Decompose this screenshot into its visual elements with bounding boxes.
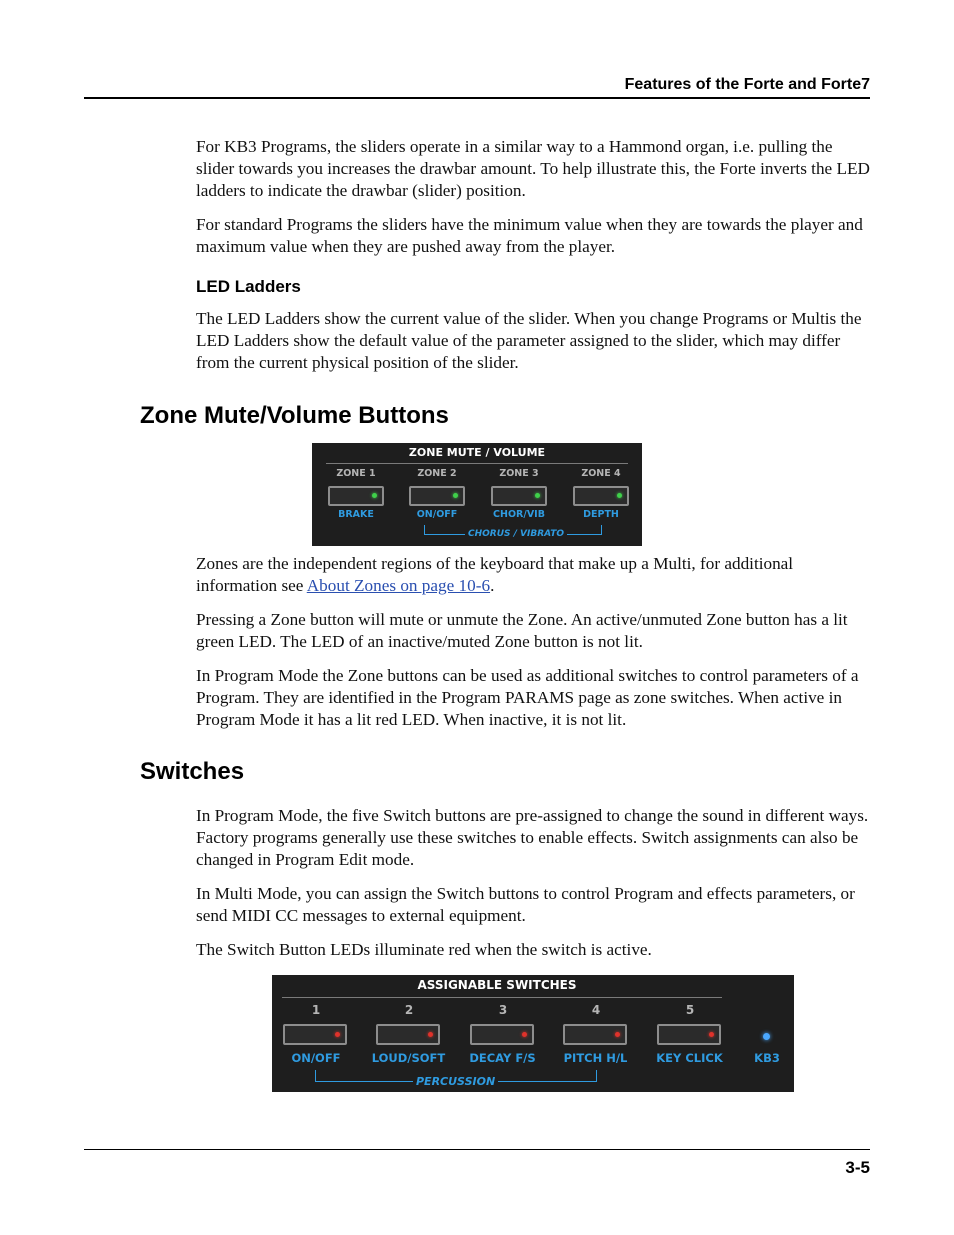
zone-4-function-label: DEPTH — [583, 509, 619, 520]
zones-paragraph-1 — [196, 553, 872, 597]
kb3-label: KB3 — [754, 1051, 780, 1065]
zones-paragraph-2: Pressing a Zone button will mute or unmute the Zone. An active/unmuted Zone button has a lit green LED. The LED of an inactive/muted Zone button is not lit. — [196, 610, 848, 651]
switch-3-number: 3 — [498, 1003, 508, 1017]
led-ladders-heading: LED Ladders — [196, 277, 301, 296]
zone-panel-divider — [326, 463, 628, 464]
switch-4-number: 4 — [591, 1003, 601, 1017]
zone-panel-title: ZONE MUTE / VOLUME — [408, 446, 546, 459]
intro-paragraph-2: For standard Programs the sliders have the minimum value when they are towards the player and maximum value when they are pushed away from the player. — [196, 215, 863, 256]
zone-2-led — [453, 493, 458, 498]
header-rule — [84, 97, 870, 99]
zone-3-label: ZONE 3 — [499, 468, 539, 479]
zone-mute-volume-panel — [312, 443, 642, 546]
switch-5-number: 5 — [685, 1003, 695, 1017]
switches-panel-divider — [282, 997, 722, 998]
switches-section-heading: Switches — [140, 758, 245, 785]
switch-5-led — [709, 1032, 714, 1037]
zone-2-function-label: ON/OFF — [416, 509, 458, 520]
zone-1-function-label: BRAKE — [338, 509, 374, 520]
switches-paragraph-1: In Program Mode, the five Switch buttons are pre-assigned to change the sound in different ways. Factory programs generally use these switches to enable effects. Switch assignments can also be changed in Program Edit mode. — [196, 806, 869, 869]
switch-2-led — [428, 1032, 433, 1037]
zone-4-led — [617, 493, 622, 498]
page-number: 3-5 — [845, 1158, 870, 1177]
switch-5-button[interactable] — [657, 1024, 721, 1045]
zone-1-led — [372, 493, 377, 498]
intro-paragraph-1: For KB3 Programs, the sliders operate in a similar way to a Hammond organ, i.e. pulling the slider towards you increases the drawbar amount. To help illustrate this, the Forte inverts the LED ladders to indicate the drawbar (slider) position. — [196, 137, 870, 200]
switch-3-button[interactable] — [470, 1024, 534, 1045]
switch-3-function-label: DECAY F/S — [469, 1051, 536, 1065]
percussion-label: PERCUSSION — [413, 1075, 498, 1088]
zone-2-label: ZONE 2 — [417, 468, 457, 479]
zone-4-button[interactable] — [573, 486, 629, 506]
zones-paragraph-3: In Program Mode the Zone buttons can be used as additional switches to control parameters of a Program. They are identified in the Program PARAMS page as zone switches. When active in Program Mode it has a lit red LED. When inactive, it is not lit. — [196, 666, 859, 729]
running-head: Features of the Forte and Forte7 — [624, 76, 870, 93]
switch-1-led — [335, 1032, 340, 1037]
zone-section-heading: Zone Mute/Volume Buttons — [140, 402, 449, 429]
switches-panel-title: ASSIGNABLE SWITCHES — [417, 978, 577, 992]
switch-2-number: 2 — [404, 1003, 414, 1017]
kb3-led — [763, 1033, 770, 1040]
about-zones-link[interactable]: About Zones on page 10-6 — [306, 576, 491, 595]
switch-3-led — [522, 1032, 527, 1037]
zones-paragraph-1-end: . — [490, 576, 495, 595]
zone-3-led — [535, 493, 540, 498]
switch-2-function-label: LOUD/SOFT — [371, 1051, 446, 1065]
switches-paragraph-3: The Switch Button LEDs illuminate red when the switch is active. — [196, 940, 652, 959]
switches-paragraph-2: In Multi Mode, you can assign the Switch buttons to control Program and effects parameters, or send MIDI CC messages to external equipment. — [196, 884, 855, 925]
zone-1-button[interactable] — [328, 486, 384, 506]
switch-1-button[interactable] — [283, 1024, 347, 1045]
zone-2-button[interactable] — [409, 486, 465, 506]
chorus-vibrato-label: CHORUS / VIBRATO — [465, 529, 567, 539]
switch-1-function-label: ON/OFF — [291, 1051, 341, 1065]
led-ladders-paragraph: The LED Ladders show the current value of the slider. When you change Programs or Multis the LED Ladders show the default value of the parameter assigned to the slider, which may differ from the current physical position of the slider. — [196, 309, 862, 372]
assignable-switches-panel — [272, 975, 794, 1092]
switch-1-number: 1 — [311, 1003, 321, 1017]
switch-4-function-label: PITCH H/L — [563, 1051, 628, 1065]
switch-4-button[interactable] — [563, 1024, 627, 1045]
switch-4-led — [615, 1032, 620, 1037]
footer-rule — [84, 1149, 870, 1150]
switch-5-function-label: KEY CLICK — [656, 1051, 723, 1065]
zone-1-label: ZONE 1 — [336, 468, 376, 479]
switch-2-button[interactable] — [376, 1024, 440, 1045]
zone-4-label: ZONE 4 — [581, 468, 621, 479]
zone-3-button[interactable] — [491, 486, 547, 506]
zones-paragraph-1-text: Zones are the independent regions of the keyboard that make up a Multi, for additional information see — [196, 554, 794, 595]
zone-3-function-label: CHOR/VIB — [493, 509, 545, 520]
